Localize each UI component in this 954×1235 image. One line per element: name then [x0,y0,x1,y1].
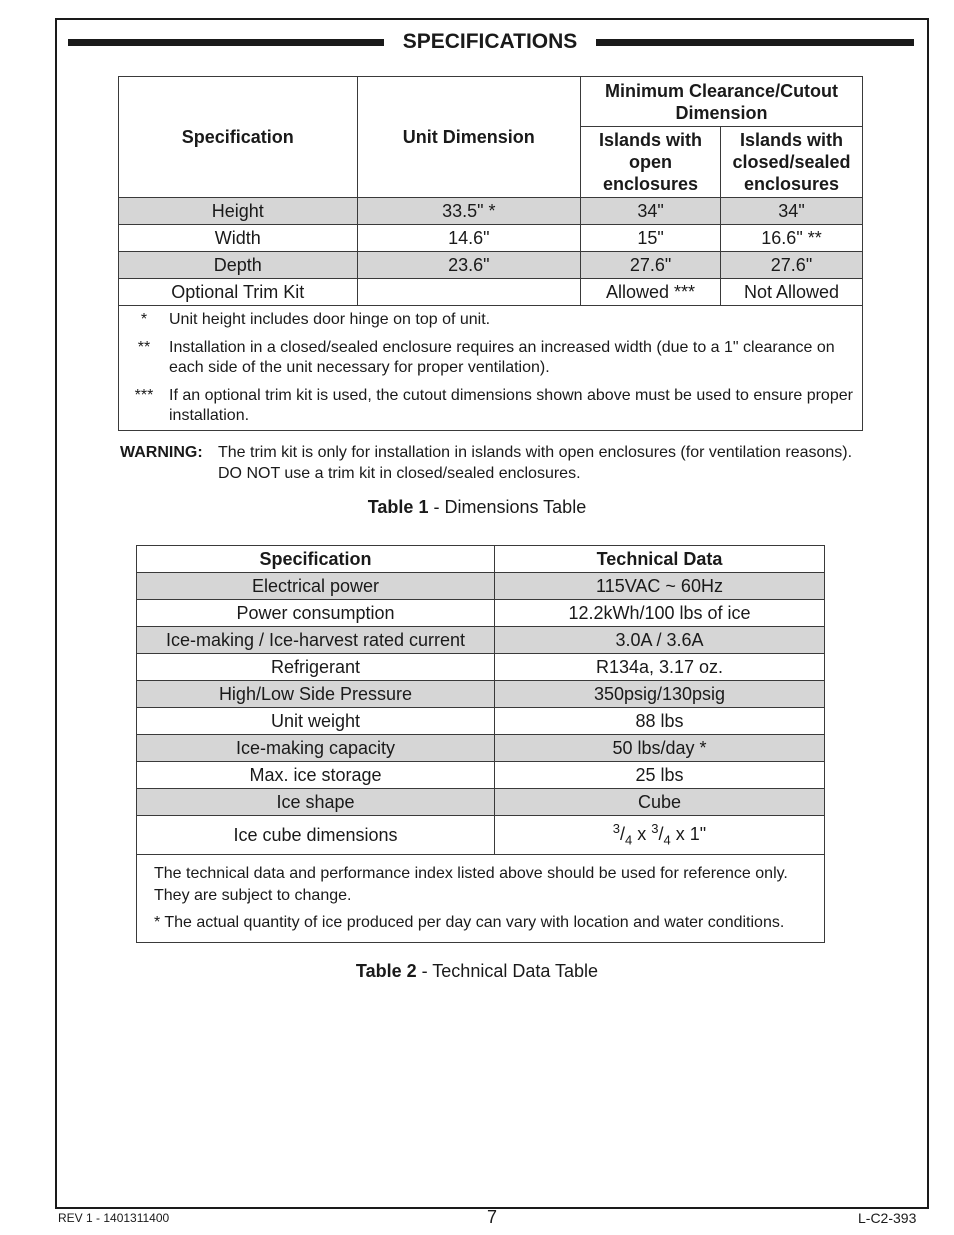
cell-open: 15" [581,225,721,252]
cell-closed: 16.6" ** [721,225,863,252]
reference-note: The technical data and performance index listed above should be used for reference only. They are subject to change. [154,864,788,904]
table-row [137,708,825,735]
table-row [137,600,825,627]
header-unit-dimension: Unit Dimension [357,77,581,198]
dimensions-table [118,76,863,431]
header-rule-left [68,39,384,46]
header-specification: Specification [137,546,495,573]
cell-data: $^3/_4$ x $^3/_4$ x 1" [495,816,825,855]
page-number: 7 [486,1207,497,1227]
cell-closed: 34" [721,198,863,225]
footnote-text: If an optional trim kit is used, the cutout dimensions shown above must be used to ensure proper installation. [169,387,853,424]
header-rule-right [596,39,914,46]
cell-data: 25 lbs [495,762,825,789]
section-header [68,28,914,56]
fraction-denominator: 4 [625,832,633,848]
table-row [119,198,863,225]
header-specification: Specification [119,77,358,198]
table1-caption [0,497,954,518]
cell-spec: Unit weight [137,708,495,735]
cell-closed: 27.6" [721,252,863,279]
caption-label: Table 1 [367,497,429,517]
cell-spec: Width [119,225,358,252]
cell-unit [357,279,581,306]
caption-text: - Dimensions Table [428,497,587,517]
warning-text: The trim kit is only for installation in islands with open enclosures (for ventilation reasons). DO NOT use a trim kit in closed/sealed enclosures. [218,444,853,482]
header-min-clearance: Minimum Clearance/Cutout Dimension [581,77,863,127]
footnote-text: Unit height includes door hinge on top of unit. [169,311,491,328]
footnote [119,310,856,330]
cell-spec: Electrical power [137,573,495,600]
footnote-mark: * [140,311,148,328]
table-row [119,252,863,279]
cell-data: 115VAC ~ 60Hz [495,573,825,600]
cell-data: 3.0A / 3.6A [495,627,825,654]
cell-spec: Max. ice storage [137,762,495,789]
cell-spec: Ice shape [137,789,495,816]
cell-unit: 33.5" * [357,198,581,225]
table-row [137,627,825,654]
table-notes [119,306,863,431]
cell-spec: Ice cube dimensions [137,816,495,855]
cell-spec: High/Low Side Pressure [137,681,495,708]
table-row [137,816,825,855]
cell-unit: 14.6" [357,225,581,252]
footnote [119,338,856,378]
cell-data: R134a, 3.17 oz. [495,654,825,681]
table-row [137,735,825,762]
table2-caption [0,961,954,982]
table-row [137,762,825,789]
footnote-mark: *** [134,387,154,404]
table-row [119,225,863,252]
table-row [137,681,825,708]
cell-open: Allowed *** [581,279,721,306]
cell-spec: Power consumption [137,600,495,627]
table-notes [137,854,825,942]
footnote-text: Installation in a closed/sealed enclosure requires an increased width (due to a 1" clearance on each side of the unit necessary for proper ventilation). [169,339,835,376]
table-row [137,573,825,600]
page-title: SPECIFICATIONS [402,30,578,53]
caption-text: - Technical Data Table [416,961,599,981]
header-islands-open: Islands with open enclosures [581,127,721,198]
table-row [137,789,825,816]
cell-spec: Optional Trim Kit [119,279,358,306]
table-row [119,279,863,306]
caption-label: Table 2 [355,961,417,981]
header-technical-data: Technical Data [495,546,825,573]
cell-spec: Height [119,198,358,225]
cell-spec: Ice-making capacity [137,735,495,762]
warning-note [120,442,880,484]
cell-data: Cube [495,789,825,816]
cell-data: 12.2kWh/100 lbs of ice [495,600,825,627]
dimension-suffix: x 1" [670,824,707,844]
fraction-denominator: 4 [663,832,671,848]
fraction-numerator: 3 [651,821,659,836]
cell-data: 350psig/130psig [495,681,825,708]
cell-open: 27.6" [581,252,721,279]
footnote-text: * The actual quantity of ice produced per day can vary with location and water conditions. [154,913,785,931]
cell-data: 50 lbs/day * [495,735,825,762]
warning-label: WARNING: [120,444,203,461]
cell-spec: Depth [119,252,358,279]
cell-closed: Not Allowed [721,279,863,306]
dimension-separator: x [632,824,652,844]
table-row [137,654,825,681]
cell-open: 34" [581,198,721,225]
cell-unit: 23.6" [357,252,581,279]
technical-data-table [136,545,825,943]
cell-data: 88 lbs [495,708,825,735]
cell-spec: Ice-making / Ice-harvest rated current [137,627,495,654]
header-islands-closed: Islands with closed/sealed enclosures [721,127,863,198]
document-code: L-C2-393 [858,1210,917,1226]
fraction-numerator: 3 [612,821,621,836]
revision-code: REV 1 - 1401311400 [58,1211,170,1225]
footnote-mark: ** [137,339,151,356]
footnote [119,386,856,426]
cell-spec: Refrigerant [137,654,495,681]
